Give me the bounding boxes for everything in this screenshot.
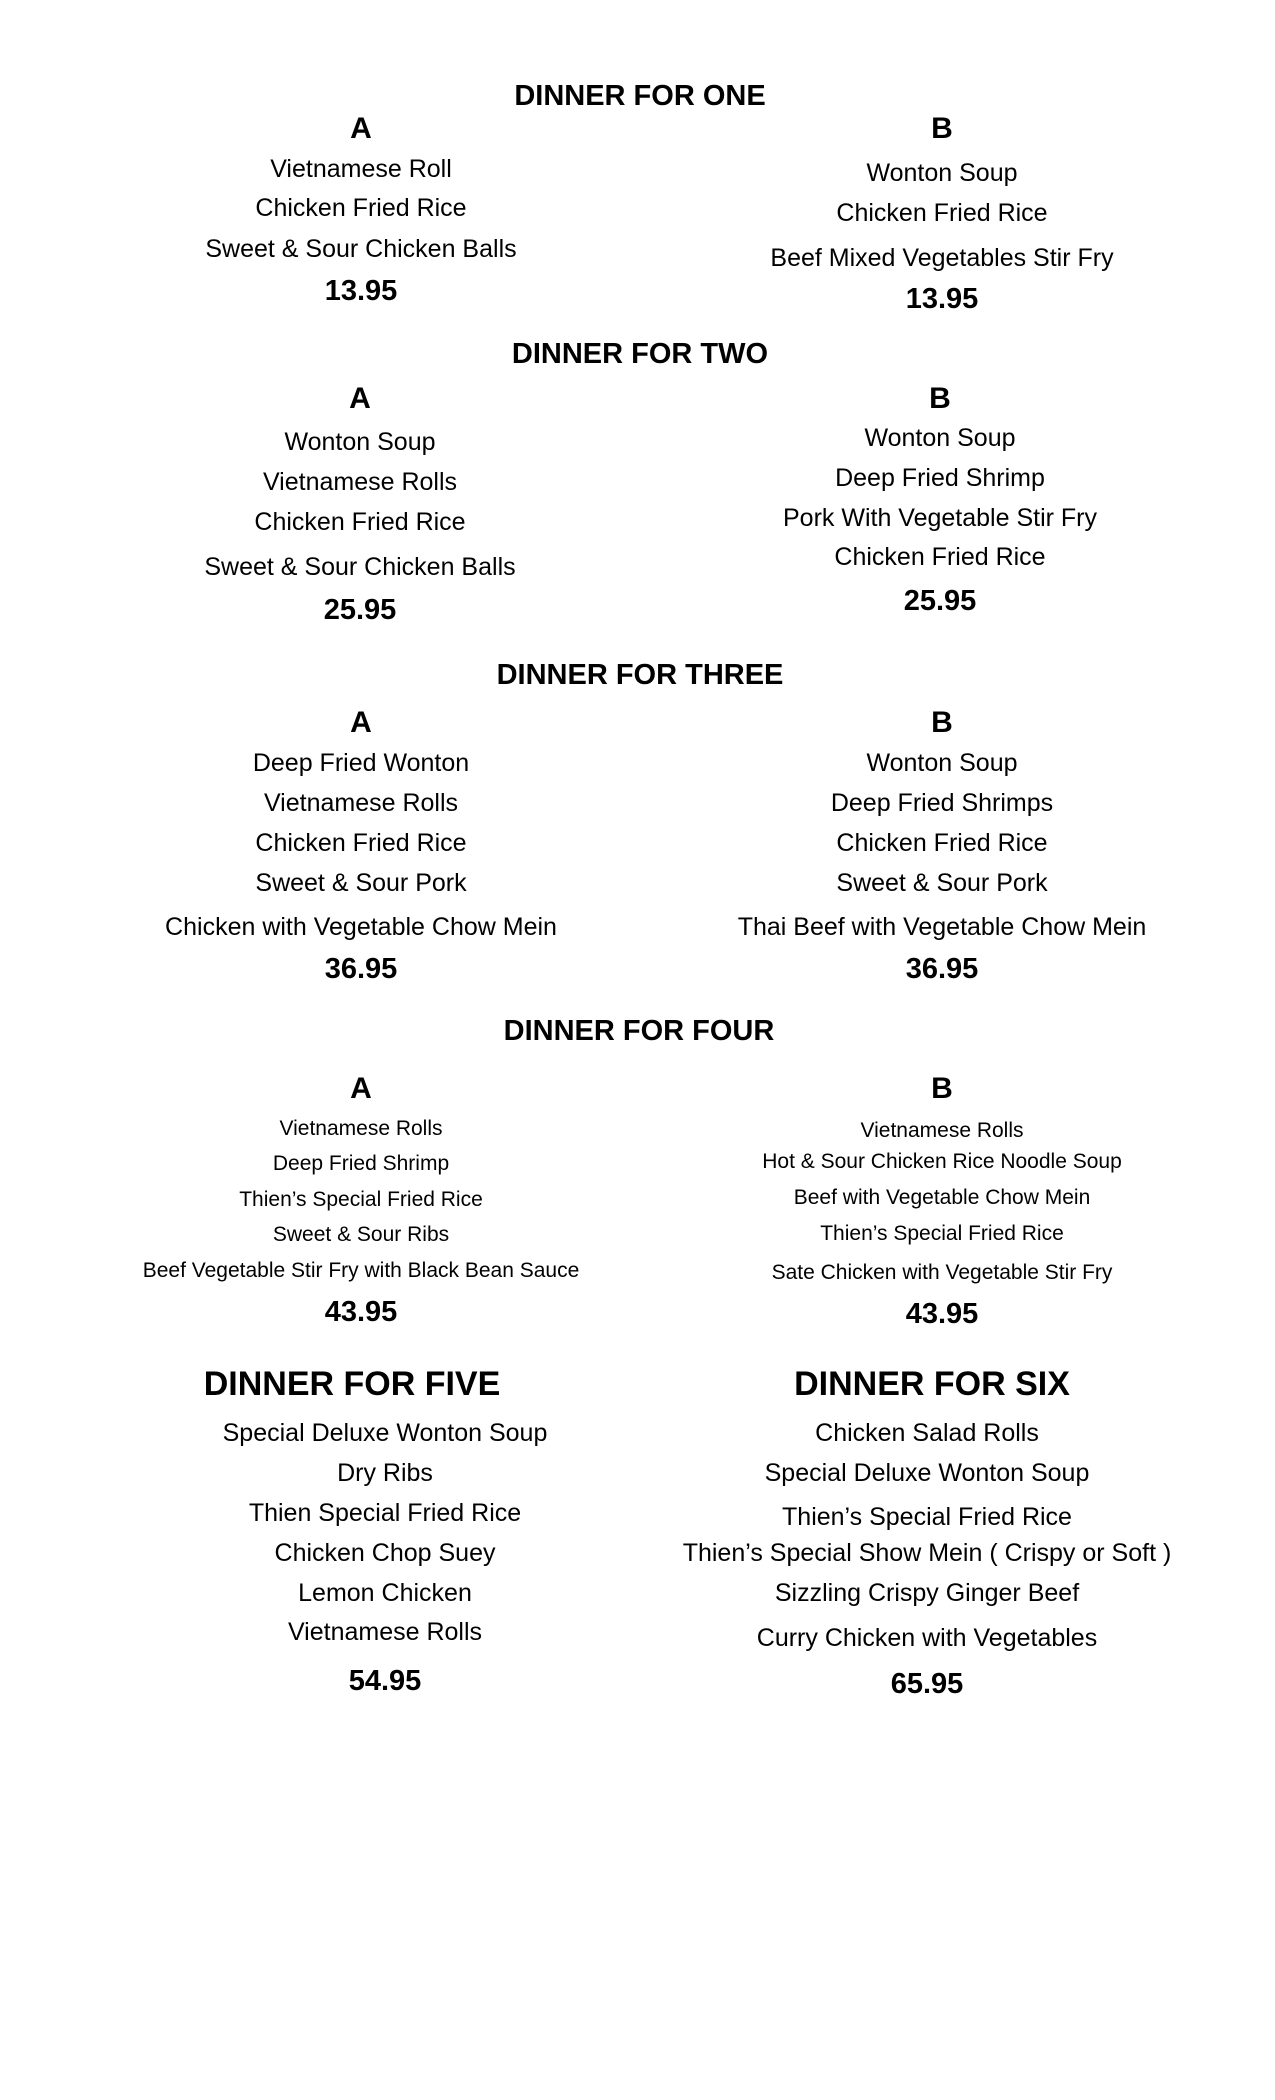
menu-item: Hot & Sour Chicken Rice Noodle Soup [762,1150,1122,1173]
menu-item: Thien’s Special Show Mein ( Crispy or Soft ) [682,1539,1172,1567]
menu-item: Sweet & Sour Chicken Balls [205,235,517,263]
menu-item: Chicken Chop Suey [274,1539,496,1567]
menu-item: Chicken Fried Rice [836,199,1048,227]
dinner-for-four-b-letter: B [931,1072,953,1105]
dinner-for-four-b-price: 43.95 [905,1298,979,1330]
menu-item: Chicken Fried Rice [254,508,466,536]
dinner-for-three-b-letter: B [931,706,953,739]
menu-item: Deep Fried Shrimp [835,464,1045,492]
dinner-for-one-a-price: 13.95 [324,275,398,307]
menu-item: Wonton Soup [864,424,1016,452]
dinner-for-one-b-letter: B [931,112,953,145]
menu-item: Thien’s Special Fried Rice [782,1503,1072,1531]
menu-item: Chicken Fried Rice [255,194,467,222]
menu-item: Sweet & Sour Pork [255,869,467,897]
menu-item: Chicken Fried Rice [836,829,1048,857]
menu-item: Vietnamese Roll [270,155,452,183]
dinner-for-two-a-letter: A [349,382,371,415]
menu-item: Thien Special Fried Rice [248,1499,522,1527]
menu-item: Wonton Soup [284,428,436,456]
menu-item: Pork With Vegetable Stir Fry [782,504,1098,532]
dinner-for-two-b-letter: B [929,382,951,415]
menu-item: Chicken Salad Rolls [815,1419,1039,1447]
dinner-for-two-b-price: 25.95 [903,585,977,617]
menu-item: Vietnamese Rolls [262,468,458,496]
menu-item: Deep Fried Wonton [252,749,470,777]
menu-item: Special Deluxe Wonton Soup [764,1459,1090,1487]
menu-item: Curry Chicken with Vegetables [756,1624,1098,1652]
dinner-for-three-title: DINNER FOR THREE [496,659,784,691]
menu-item: Beef with Vegetable Chow Mein [793,1186,1091,1209]
menu-item: Wonton Soup [866,749,1018,777]
menu-item: Thien’s Special Fried Rice [239,1188,483,1211]
dinner-for-five-price: 54.95 [348,1665,422,1697]
menu-item: Chicken Fried Rice [255,829,467,857]
menu-item: Dry Ribs [337,1459,433,1487]
dinner-for-six-price: 65.95 [890,1668,964,1700]
menu-item: Chicken Fried Rice [834,543,1046,571]
dinner-for-four-title: DINNER FOR FOUR [503,1015,775,1047]
menu-item: Vietnamese Rolls [263,789,459,817]
menu-item: Vietnamese Rolls [287,1618,483,1646]
menu-item: Thai Beef with Vegetable Chow Mein [737,913,1147,941]
menu-item: Vietnamese Rolls [860,1119,1024,1142]
dinner-for-four-a-letter: A [350,1072,372,1105]
dinner-for-three-a-price: 36.95 [324,953,398,985]
menu-item: Sweet & Sour Chicken Balls [204,553,516,581]
menu-item: Deep Fried Shrimp [272,1152,450,1175]
dinner-for-five-title: DINNER FOR FIVE [203,1365,501,1403]
menu-item: Sweet & Sour Pork [836,869,1048,897]
dinner-for-one-a-letter: A [350,112,372,145]
menu-item: Chicken with Vegetable Chow Mein [165,913,557,941]
menu-item: Thien’s Special Fried Rice [820,1222,1064,1245]
dinner-for-two-a-price: 25.95 [323,594,397,626]
menu-item: Sate Chicken with Vegetable Stir Fry [771,1261,1113,1284]
menu-item: Beef Vegetable Stir Fry with Black Bean Sauce [142,1259,580,1282]
dinner-for-three-b-price: 36.95 [905,953,979,985]
dinner-for-two-title: DINNER FOR TWO [511,338,769,370]
menu-item: Beef Mixed Vegetables Stir Fry [770,244,1114,272]
menu-item: Lemon Chicken [298,1579,472,1607]
menu-item: Wonton Soup [866,159,1018,187]
menu-item: Vietnamese Rolls [279,1117,443,1140]
menu-item: Sizzling Crispy Ginger Beef [774,1579,1080,1607]
dinner-for-three-a-letter: A [350,706,372,739]
dinner-for-one-title: DINNER FOR ONE [514,80,766,112]
menu-item: Deep Fried Shrimps [830,789,1054,817]
dinner-for-six-title: DINNER FOR SIX [794,1365,1070,1403]
menu-item: Sweet & Sour Ribs [272,1223,450,1246]
dinner-for-one-b-price: 13.95 [905,283,979,315]
menu-item: Special Deluxe Wonton Soup [222,1419,548,1447]
dinner-for-four-a-price: 43.95 [324,1296,398,1328]
